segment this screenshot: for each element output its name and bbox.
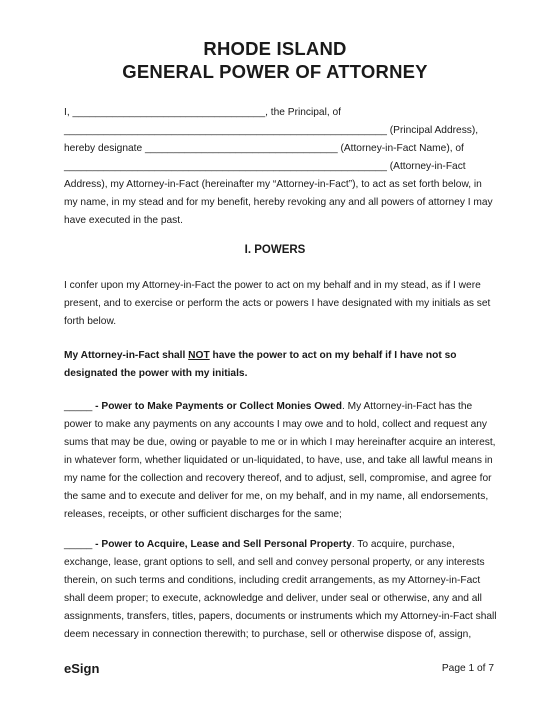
- power-text: . My Attorney-in-Fact has the: [342, 401, 473, 412]
- confer-line: forth below.: [64, 316, 117, 327]
- initials-blank: _____: [64, 401, 93, 412]
- power-payments-line: my name for the collection and recovery thereof, and to adjust, sell, compromise, and agree for: [64, 473, 492, 484]
- document-title-line-2: GENERAL POWER OF ATTORNEY: [122, 61, 428, 82]
- confer-line: I confer upon my Attorney-in-Fact the power to act on my behalf and in my stead, as if I were: [64, 280, 481, 291]
- notice-text: have the power to act on my behalf if I have not so: [209, 350, 457, 361]
- power-property-title: - Power to Acquire, Lease and Sell Personal Property: [92, 539, 352, 550]
- notice-line: designated the power with my initials.: [64, 368, 248, 379]
- power-text: . To acquire, purchase,: [351, 539, 455, 550]
- power-payments-line: the same and to execute and deliver for me, on my behalf, and in my name, all endorsements,: [64, 491, 489, 502]
- intro-line: my name, in my stead and for my benefit, hereby revoking any and all powers of attorney I may: [64, 197, 493, 208]
- power-property-line: assignments, transfers, titles, papers, documents or instruments which my Attorney-in-Fact shall: [64, 611, 497, 622]
- document-title-line-1: RHODE ISLAND: [203, 38, 347, 59]
- intro-line: _________________________________________________________ (Attorney-in-Fact: [64, 161, 466, 172]
- power-payments-line: releases, receipts, or other sufficient discharges for the same;: [64, 509, 342, 520]
- power-property-line: shall deem proper; to execute, acknowledge and deliver, under seal or otherwise, any and all: [64, 593, 482, 604]
- notice-line: [64, 349, 494, 362]
- notice-text: My Attorney-in-Fact shall: [64, 350, 189, 361]
- page-number: Page 1 of 7: [441, 663, 494, 674]
- esign-logo: eSign: [64, 661, 100, 676]
- power-payments-title-line: [64, 400, 494, 413]
- intro-line: Address), my Attorney-in-Fact (hereinafter my “Attorney-in-Fact”), to act as set forth below, in: [64, 179, 482, 190]
- power-payments-line: sums that may be due, owing or payable to me or in which I may hereinafter acquire an interest,: [64, 437, 496, 448]
- intro-line: have executed in the past.: [64, 215, 183, 226]
- intro-line: I, __________________________________, the Principal, of: [64, 107, 342, 118]
- section-heading-powers: I. POWERS: [244, 244, 306, 256]
- power-payments-title: - Power to Make Payments or Collect Monies Owed: [92, 401, 342, 412]
- intro-line: _________________________________________________________ (Principal Address),: [64, 125, 479, 136]
- power-property-line: exchange, lease, grant options to sell, and sell and convey personal property, or any interests: [64, 557, 485, 568]
- intro-line: hereby designate __________________________________ (Attorney-in-Fact Name), of: [64, 143, 464, 154]
- power-payments-line: in whatever form, whether liquidated or un-liquidated, to have, use, and take all lawful means in: [64, 455, 493, 466]
- power-property-title-line: [64, 538, 494, 551]
- initials-blank: _____: [64, 539, 93, 550]
- confer-line: present, and to exercise or perform the acts or powers I have designated with my initials as set: [64, 298, 491, 309]
- power-payments-line: power to make any payments on any accounts I may owe and to hold, collect and request any: [64, 419, 488, 430]
- power-property-line: therein, on such terms and conditions, including credit arrangements, as my Attorney-in-Fact: [64, 575, 481, 586]
- power-property-line: deem necessary in connection therewith; to purchase, sell or otherwise dispose of, assign,: [64, 629, 472, 640]
- notice-not-emphasis: NOT: [188, 350, 210, 361]
